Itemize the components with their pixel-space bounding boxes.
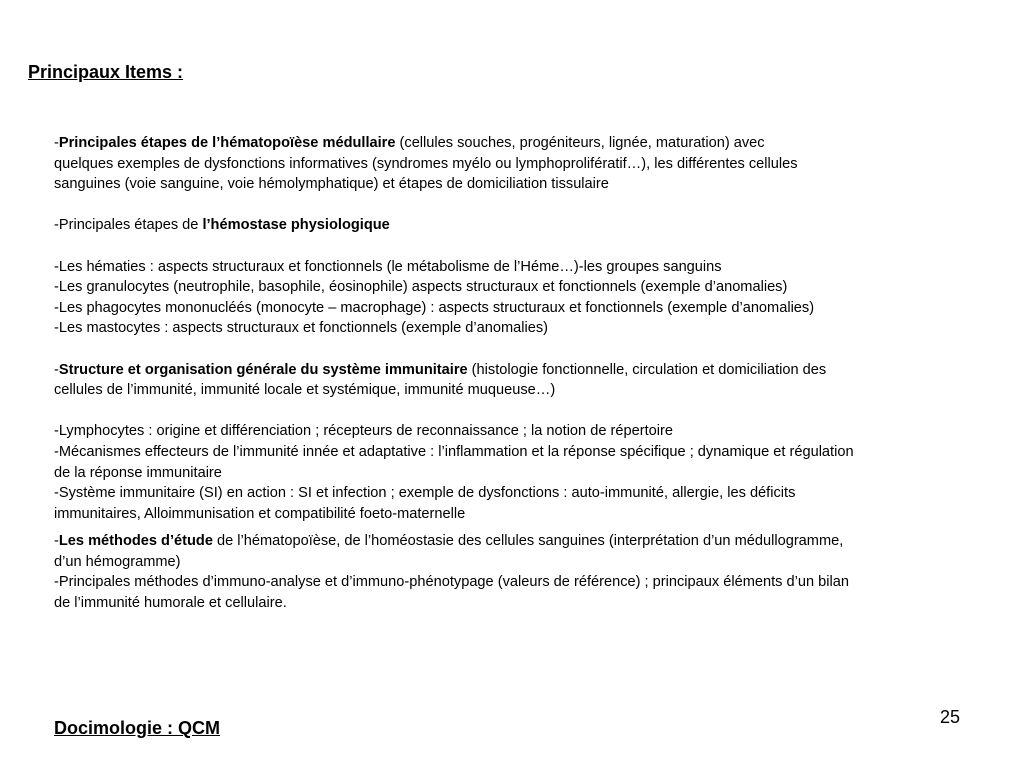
section-text: cellules de l’immunité, immunité locale et systémique, immunité muqueuse…) bbox=[54, 382, 556, 399]
section-methodes bbox=[54, 531, 994, 613]
section-text: sanguines (voie sanguine, voie hémolymphatique) et étapes de domiciliation tissulaire bbox=[54, 176, 609, 193]
dash: - bbox=[54, 361, 59, 378]
list-item: -Les phagocytes mononucléés (monocyte – macrophage) : aspects structuraux et fonctionnels (exemple d’anomalies) bbox=[54, 299, 815, 316]
list-item: -Les hématies : aspects structuraux et fonctionnels (le métabolisme de l’Héme…)-les groupes sanguins bbox=[54, 258, 722, 275]
immuno-list bbox=[54, 421, 994, 524]
section-text: d’un hémogramme) bbox=[54, 553, 181, 570]
section-text: -Principales méthodes d’immuno-analyse et d’immuno-phénotypage (valeurs de référence) ; principaux éléments d’un bilan bbox=[54, 574, 849, 591]
section-hemostase bbox=[54, 215, 994, 236]
cells-list bbox=[54, 257, 994, 339]
items-content bbox=[54, 133, 994, 614]
list-item: immunitaires, Alloimmunisation et compatibilité foeto-maternelle bbox=[54, 505, 466, 522]
section-text: -Principales étapes de bbox=[54, 217, 203, 234]
section-title-methodes: Les méthodes d’étude bbox=[58, 533, 213, 550]
section-text: quelques exemples de dysfonctions informatives (syndromes myélo ou lymphoprolifératif…), les différentes cellules bbox=[54, 155, 798, 172]
dash: - bbox=[54, 533, 59, 550]
page-number: 25 bbox=[940, 707, 961, 727]
section-title-hemostase: l’hémostase physiologique bbox=[202, 217, 390, 234]
section-text: de l’immunité humorale et cellulaire. bbox=[54, 595, 287, 612]
list-item: -Les granulocytes (neutrophile, basophile, éosinophile) aspects structuraux et fonctionnels (exemple d’anomalies) bbox=[54, 279, 788, 296]
section-text: (cellules souches, progéniteurs, lignée, maturation) avec bbox=[395, 135, 765, 151]
section-title-hematopoiese: Principales étapes de l’hématopoïèse médullaire bbox=[58, 135, 396, 151]
footer-heading: Docimologie : QCM bbox=[54, 718, 220, 738]
section-text: (histologie fonctionnelle, circulation et domiciliation des bbox=[467, 361, 827, 378]
section-immunite bbox=[54, 360, 994, 401]
section-title-immunite: Structure et organisation générale du système immunitaire bbox=[58, 361, 468, 378]
dash: - bbox=[54, 135, 59, 151]
list-item: -Système immunitaire (SI) en action : SI et infection ; exemple de dysfonctions : auto-immunité, allergie, les déficits bbox=[54, 485, 796, 502]
list-item: de la réponse immunitaire bbox=[54, 464, 222, 481]
main-heading: Principaux Items : bbox=[28, 62, 184, 82]
list-item: -Lymphocytes : origine et différenciation ; récepteurs de reconnaissance ; la notion de répertoire bbox=[54, 423, 673, 440]
section-text: de l’hématopoïèse, de l’homéostasie des cellules sanguines (interprétation d’un médullogramme, bbox=[212, 533, 844, 550]
list-item: -Les mastocytes : aspects structuraux et fonctionnels (exemple d’anomalies) bbox=[54, 320, 548, 337]
list-item: -Mécanismes effecteurs de l’immunité innée et adaptative : l’inflammation et la réponse spécifique ; dynamique et régulation bbox=[54, 443, 854, 460]
section-hematopoiese bbox=[54, 133, 994, 195]
